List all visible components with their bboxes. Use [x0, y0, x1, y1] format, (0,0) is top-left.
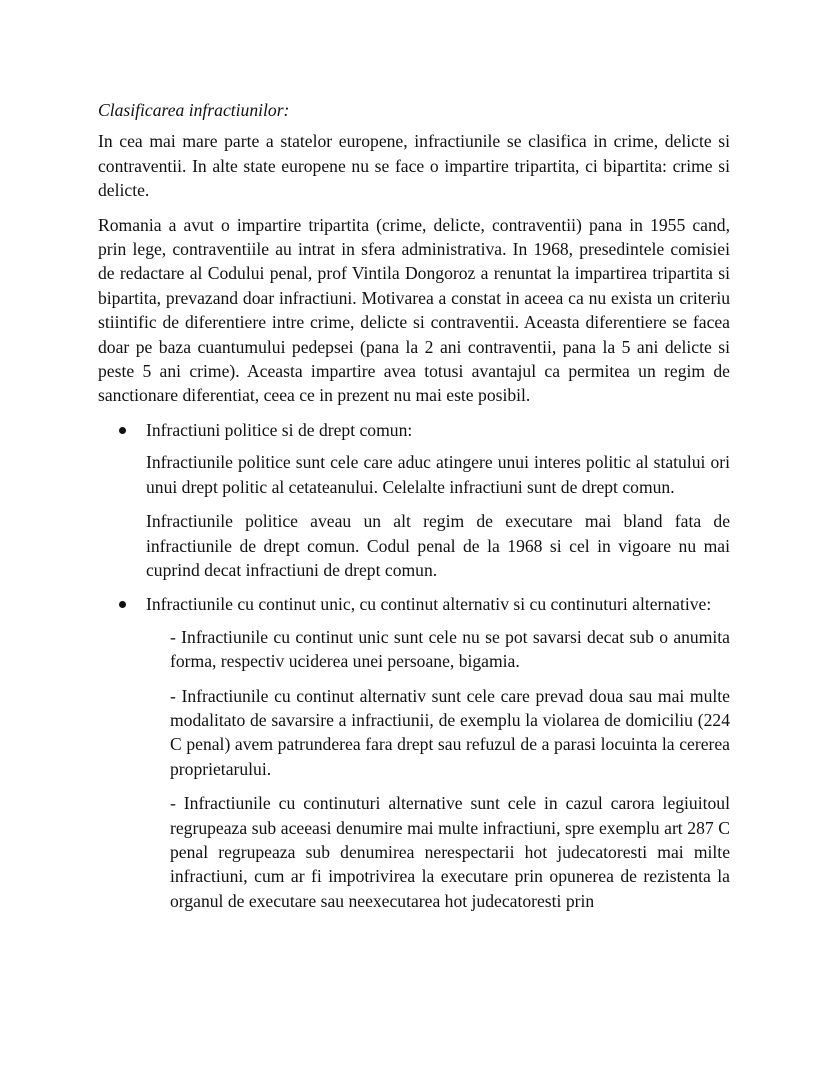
- dash-item-unic: - Infractiunile cu continut unic sunt cele nu se pot savarsi decat sub o anumita forma, respectiv uciderea unei persoane, bigamia.: [170, 626, 730, 672]
- bullet-heading: [146, 418, 730, 442]
- bullet-heading-text: Infractiunile cu continut unic, cu continut alternativ si cu continuturi alternative:: [146, 594, 712, 615]
- section-title: Clasificarea infractiunilor:: [98, 100, 290, 120]
- intro-paragraph-1: In cea mai mare parte a statelor europene, infractiunile se clasifica in crime, delicte si contraventii. In alte state europene nu se face o impartire tripartita, ci bipartita: crime si delicte.: [98, 131, 730, 201]
- bullet-paragraph-1: Infractiunile politice sunt cele care aduc atingere unui interes politic al statului ori unui drept politic al cetateanului. Celelalte infractiuni sunt de drept comun.: [146, 452, 730, 497]
- dash-list: [146, 625, 730, 913]
- bullet-heading-text: Infractiuni politice si de drept comun:: [146, 419, 413, 440]
- dash-item-continuturi-alternative: - Infractiunile cu continuturi alternative sunt cele in cazul carora legiuitoul regrupeaza sub aceeasi denumire mai multe infractiuni, spre exemplu art 287 C penal regrupeaza sub denumirea nerespectarii hot judecatoresti mai milte infractiuni, cum ar fi impotrivirea la executare prin opunerea de rezistenta la organul de executare sau neexecutarea hot judecatoresti prin: [170, 793, 730, 911]
- dash-item-alternativ: - Infractiunile cu continut alternativ sunt cele care prevad doua sau mai multe modalitato de savarsire a infractiunii, de exemplu la violarea de domiciliu (224 C penal) avem patrunderea fara drept sau refuzul de a parasi locuinta la cererea proprietarului.: [170, 685, 730, 779]
- intro-paragraph-2: Romania a avut o impartire tripartita (crime, delicte, contraventii) pana in 1955 cand, prin lege, contraventiile au intrat in sfera administrativa. In 1968, presedintele comisiei de redactare al Codului penal, prof Vintila Dongoroz a renuntat la impartirea tripartita si bipartita, prevazand doar infractiuni. Motivarea a constat in aceea ca nu exista un criteriu stiintific de diferentiere intre crime, delicte si contraventii. Aceasta diferentiere se facea doar pe baza cuantumului pedepsei (pana la 2 ani contraventii, pana la 5 ani delicte si peste 5 ani crime). Aceasta impartire avea totusi avantajul ca permitea un regim de sanctionare diferentiat, ceea ce in prezent nu mai este posibil.: [98, 214, 730, 406]
- bullet-heading: [146, 592, 730, 616]
- bullet-political-common: [98, 418, 730, 582]
- bullet-dot-icon: [119, 427, 126, 434]
- document-page: [98, 98, 730, 923]
- bullet-content-types: [98, 592, 730, 913]
- bullet-dot-icon: [119, 601, 126, 608]
- bullet-paragraph-2: Infractiunile politice aveau un alt regim de executare mai bland fata de infractiunile de drept comun. Codul penal de la 1968 si cel in vigoare nu mai cuprind decat infractiuni de drept comun.: [146, 511, 730, 580]
